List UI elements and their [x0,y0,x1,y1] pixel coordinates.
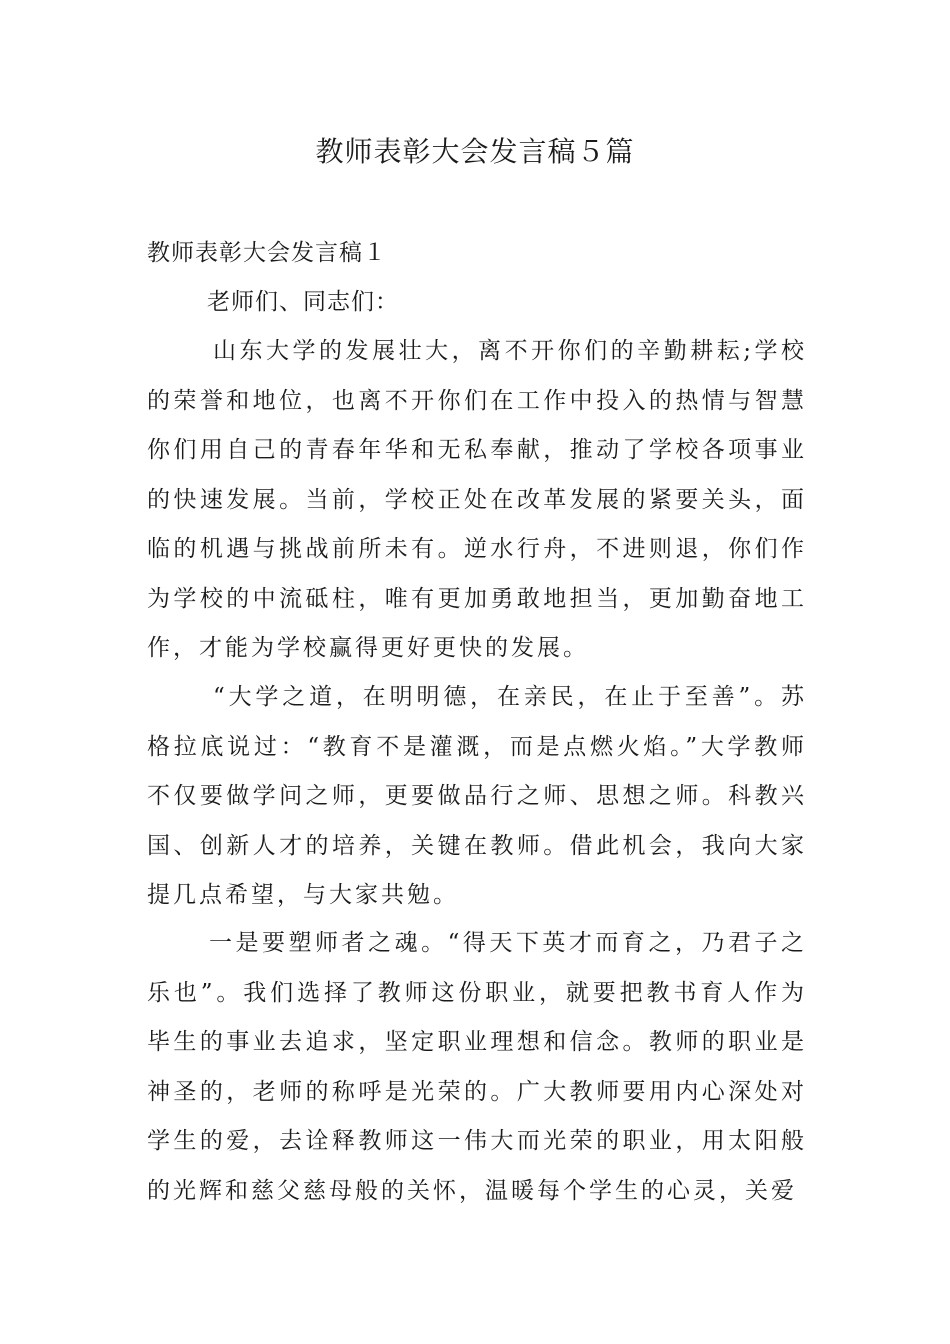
paragraph: “大学之道，在明明德，在亲民，在止于至善”。苏格拉底说过：“教育不是灌溉，而是点燃火焰。”大学教师不仅要做学问之师，更要做品行之师、思想之师。科教兴国、创新人才的培养，关键在教师。借此机会，我向大家提几点希望，与大家共勉。 [147,684,807,908]
paragraph: 山东大学的发展壮大，离不开你们的辛勤耕耘;学校的荣誉和地位，也离不开你们在工作中投入的热情与智慧你们用自己的青春年华和无私奉献，推动了学校各项事业的快速发展。当前，学校正处在改革发展的紧要关头，面临的机遇与挑战前所未有。逆水行舟，不进则退，你们作为学校的中流砥柱，唯有更加勇敢地担当，更加勤奋地工作，才能为学校赢得更好更快的发展。 [147,338,807,661]
greeting-line: 老师们、同志们： [207,289,399,315]
document-title: 教师表彰大会发言稿５篇 [315,135,635,168]
section-heading: 教师表彰大会发言稿１ [147,240,387,266]
paragraph: 一是要塑师者之魂。“得天下英才而育之，乃君子之乐也”。我们选择了教师这份职业，就要把教书育人作为毕生的事业去追求，坚定职业理想和信念。教师的职业是神圣的，老师的称呼是光荣的。广大教师要用内心深处对学生的爱，去诠释教师这一伟大而光荣的职业，用太阳般的光辉和慈父慈母般的关怀，温暖每个学生的心灵，关爱 [147,930,807,1204]
